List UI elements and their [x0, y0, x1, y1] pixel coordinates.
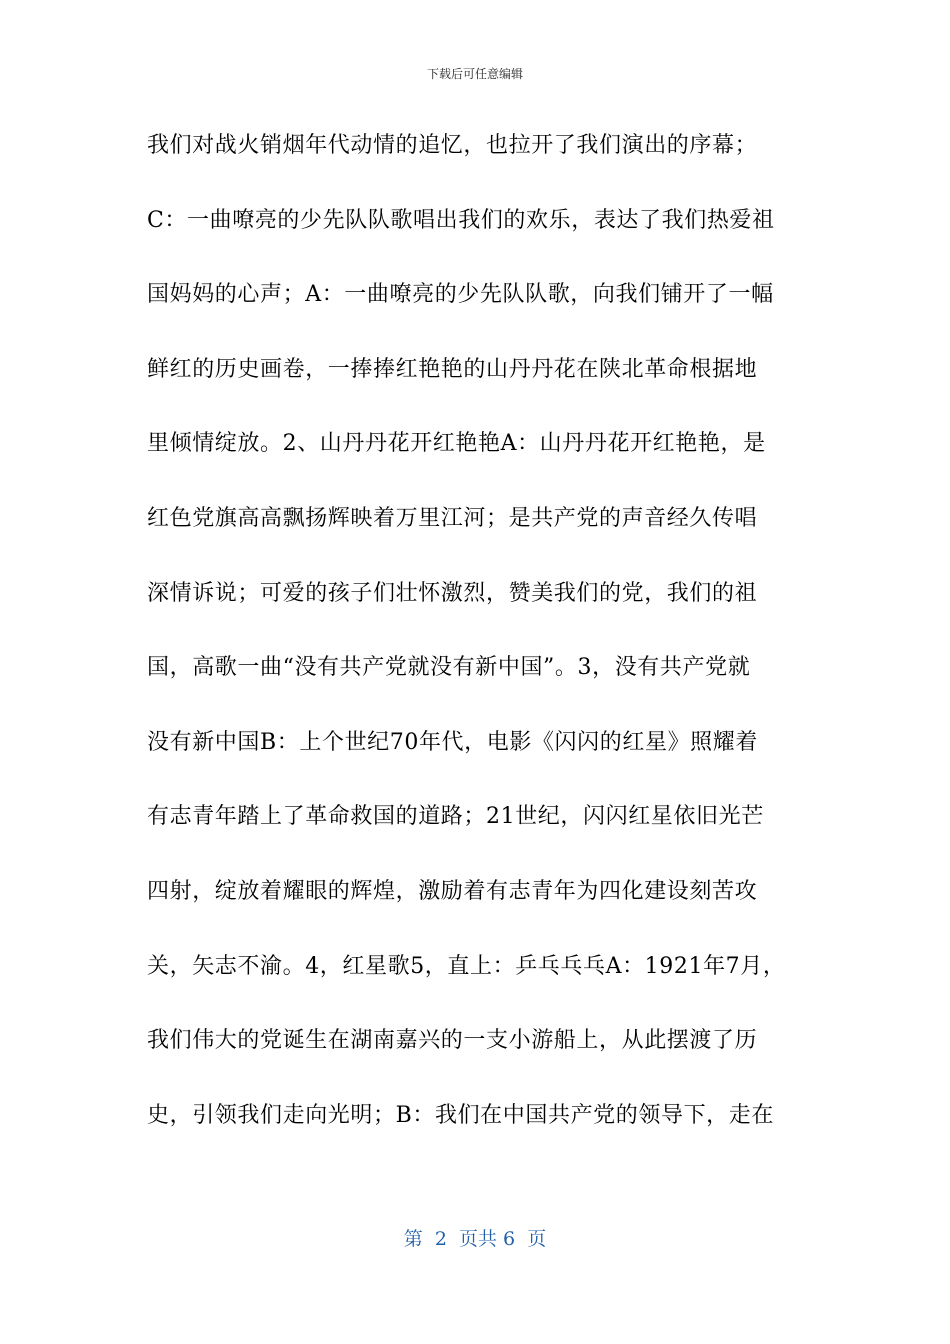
body-line: 鲜红的历史画卷，一捧捧红艳艳的山丹丹花在陕北革命根据地 — [147, 356, 758, 382]
body-line: 关，矢志不渝。4，红星歌5，直上：乒乓乓乓A：1921年7月， — [147, 953, 786, 979]
body-line: 我们伟大的党诞生在湖南嘉兴的一支小游船上，从此摆渡了历 — [147, 1028, 758, 1054]
body-line: 里倾情绽放。2、山丹丹花开红艳艳A：山丹丹花开红艳艳，是 — [147, 431, 766, 457]
body-line: 没有新中国B：上个世纪70年代，电影《闪闪的红星》照耀着 — [147, 729, 758, 755]
body-line: 我们对战火销烟年代动情的追忆，也拉开了我们演出的序幕； — [147, 133, 758, 158]
page-number-footer: 第 2 页共 6 页 — [403, 1228, 547, 1250]
body-line: C：一曲嘹亮的少先队队歌唱出我们的欢乐，表达了我们热爱祖 — [147, 207, 775, 233]
body-line: 国妈妈的心声；A：一曲嘹亮的少先队队歌，向我们铺开了一幅 — [147, 282, 774, 308]
page-header: 下载后可任意编辑 — [426, 67, 523, 81]
body-line: 红色党旗高高飘扬辉映着万里江河；是共产党的声音经久传唱 — [147, 505, 758, 531]
body-line: 国，高歌一曲“没有共产党就没有新中国”。3，没有共产党就 — [147, 655, 751, 681]
body-line: 深情诉说；可爱的孩子们壮怀激烈，赞美我们的党，我们的祖 — [147, 580, 758, 606]
body-line: 四射，绽放着耀眼的辉煌，激励着有志青年为四化建设刻苦攻 — [147, 878, 758, 904]
body-line: 史，引领我们走向光明；B：我们在中国共产党的领导下，走在 — [147, 1102, 774, 1128]
document-body — [147, 124, 803, 1168]
body-line: 有志青年踏上了革命救国的道路；21世纪，闪闪红星依旧光芒 — [147, 804, 764, 830]
